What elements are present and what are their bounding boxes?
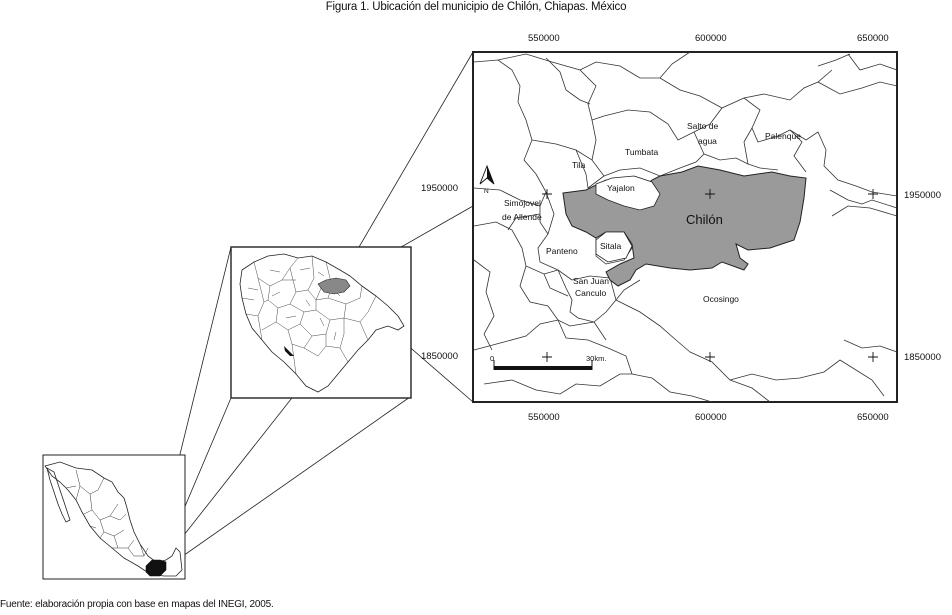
chiapas-map-frame: [231, 247, 411, 398]
x-tick-bottom-550000: 550000: [528, 412, 560, 423]
y-tick-right-1850000: 1850000: [904, 352, 941, 363]
x-tick-top-650000: 650000: [857, 33, 889, 44]
scale-start-label: 0: [490, 354, 495, 363]
label-simojovel-line1: Simojovel: [504, 198, 541, 208]
chiapas-state-map: [231, 247, 411, 398]
y-tick-right-1950000: 1950000: [904, 190, 941, 201]
figure-source-note: Fuente: elaboración propia con base en mapas del INEGI, 2005.: [0, 599, 274, 610]
label-tumbata: Tumbata: [625, 147, 659, 157]
label-chilon: Chilón: [686, 212, 723, 227]
label-sitala: Sitala: [600, 241, 622, 251]
label-palenque: Palenque: [765, 131, 801, 141]
label-sanjuan-line1: San Juan: [573, 276, 609, 286]
x-tick-top-550000: 550000: [528, 33, 560, 44]
label-ocosingo: Ocosingo: [703, 294, 739, 304]
scale-end-label: 30km.: [586, 354, 607, 363]
label-yajalon: Yajalon: [607, 183, 635, 193]
north-label: N: [484, 188, 489, 195]
label-simojovel-line2: de Allende: [502, 212, 542, 222]
scale-bar-rule: [494, 366, 592, 370]
y-tick-left-1950000: 1950000: [421, 183, 458, 194]
label-salto-line2: agua: [698, 136, 717, 146]
figure-title: Figura 1. Ubicación del municipio de Chilón, Chiapas. México: [325, 1, 627, 13]
y-tick-left-1850000: 1850000: [421, 351, 458, 362]
mexico-overview-map: [43, 455, 185, 579]
chilon-detail-map: [421, 33, 941, 423]
label-salto-line1: Salto de: [687, 121, 719, 131]
x-tick-top-600000: 600000: [695, 33, 727, 44]
label-sanjuan-line2: Canculo: [575, 288, 607, 298]
x-tick-bottom-600000: 600000: [695, 412, 727, 423]
label-panteno: Panteno: [546, 246, 578, 256]
x-tick-bottom-650000: 650000: [857, 412, 889, 423]
label-tila: Tila: [572, 160, 586, 170]
